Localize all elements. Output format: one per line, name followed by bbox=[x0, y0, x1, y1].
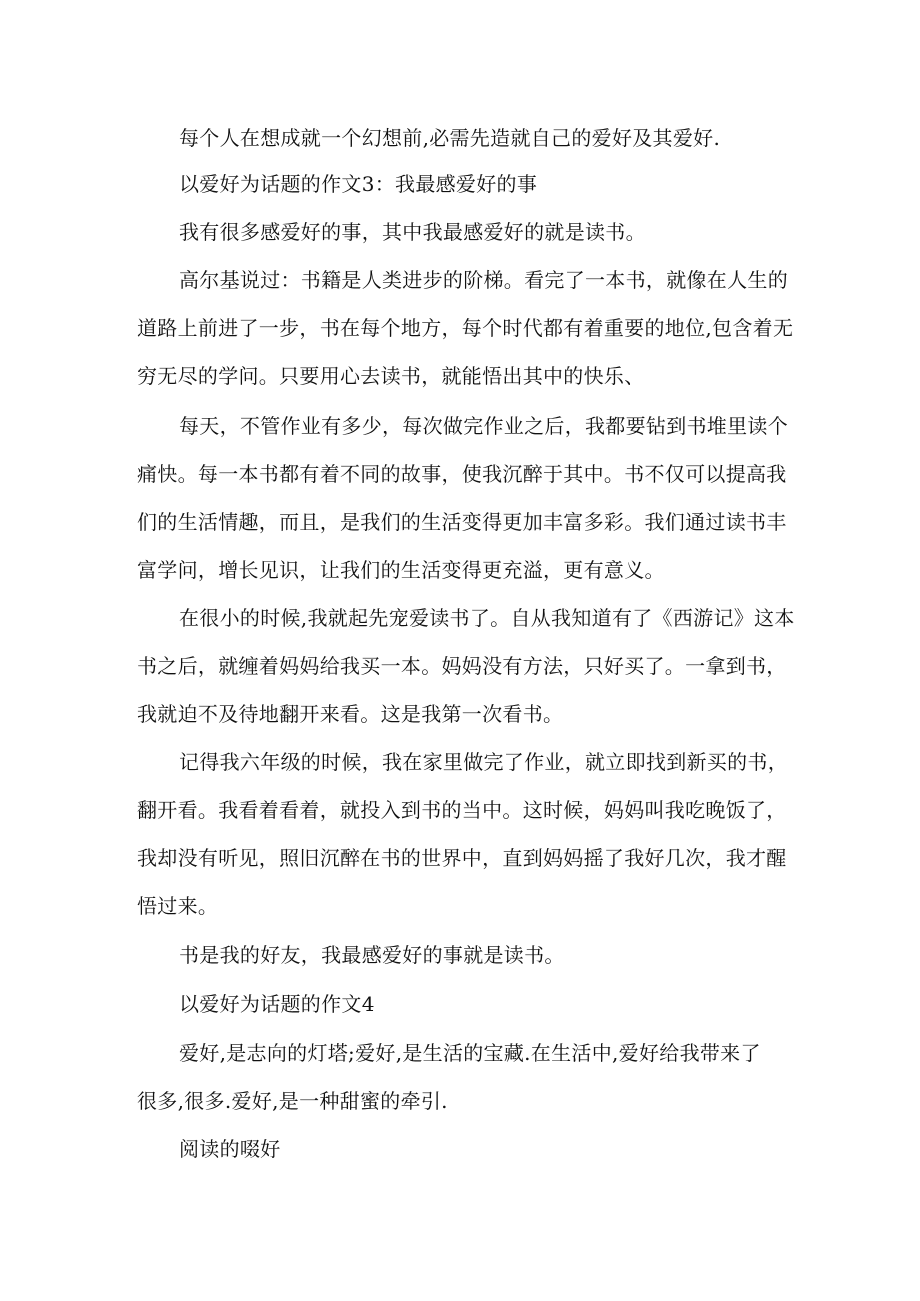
text-line: 书之后，就缠着妈妈给我买一本。妈妈没有方法，只好买了。一拿到书， bbox=[137, 654, 787, 678]
text-line: 很多,很多.爱好,是一种甜蜜的牵引. bbox=[137, 1089, 448, 1113]
text-line: 爱好,是志向的灯塔;爱好,是生活的宝藏.在生活中,爱好给我带来了 bbox=[179, 1041, 761, 1065]
text-line: 翻开看。我看着看着，就投入到书的当中。这时候，妈妈叫我吃晚饭了， bbox=[137, 798, 787, 822]
text-line: 记得我六年级的时候，我在家里做完了作业，就立即找到新买的书， bbox=[179, 750, 788, 774]
text-line: 穷无尽的学问。只要用心去读书，就能悟出其中的快乐、 bbox=[137, 364, 645, 388]
essay-heading: 以爱好为话题的作文3：我最感爱好的事 bbox=[179, 172, 538, 196]
essay-heading: 以爱好为话题的作文4 bbox=[179, 992, 375, 1016]
text-line: 悟过来。 bbox=[137, 894, 219, 918]
text-line: 道路上前进了一步，书在每个地方，每个时代都有着重要的地位,包含着无 bbox=[137, 316, 794, 340]
text-line: 富学问，增长见识，让我们的生活变得更充溢，更有意义。 bbox=[137, 558, 665, 582]
text-line: 书是我的好友，我最感爱好的事就是读书。 bbox=[179, 943, 565, 967]
text-line: 在很小的时候,我就起先宠爱读书了。自从我知道有了《西游记》这本 bbox=[179, 606, 795, 630]
text-line: 我就迫不及待地翻开来看。这是我第一次看书。 bbox=[137, 702, 564, 726]
text-line: 每天，不管作业有多少，每次做完作业之后，我都要钻到书堆里读个 bbox=[179, 414, 788, 438]
text-line: 我却没有听见，照旧沉醉在书的世界中，直到妈妈摇了我好几次，我才醒 bbox=[137, 846, 787, 870]
text-line: 们的生活情趣，而且，是我们的生活变得更加丰富多彩。我们通过读书丰 bbox=[137, 510, 787, 534]
text-line: 每个人在想成就一个幻想前,必需先造就自己的爱好及其爱好. bbox=[179, 126, 721, 150]
text-line: 高尔基说过：书籍是人类进步的阶梯。看完了一本书，就像在人生的 bbox=[179, 268, 788, 292]
section-heading: 阅读的啜好 bbox=[179, 1137, 281, 1161]
text-line: 痛快。每一本书都有着不同的故事，使我沉醉于其中。书不仅可以提高我 bbox=[137, 462, 787, 486]
text-line: 我有很多感爱好的事，其中我最感爱好的就是读书。 bbox=[179, 220, 646, 244]
